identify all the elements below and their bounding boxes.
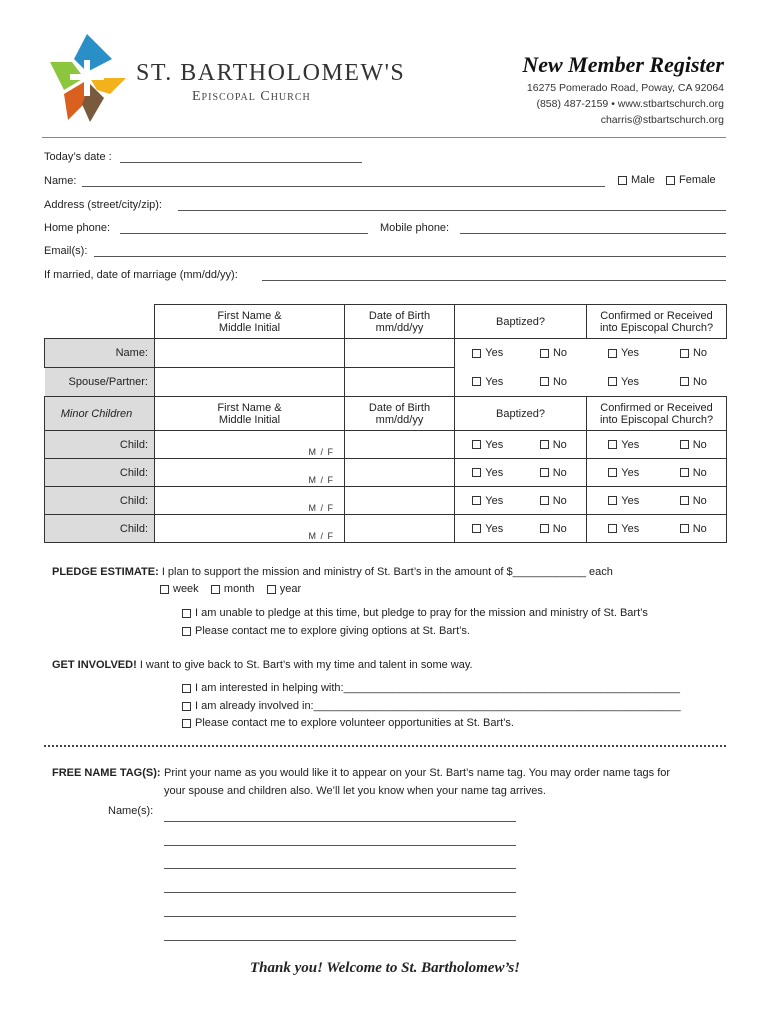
baptized-no[interactable]: No	[521, 487, 587, 515]
row-label-child: Child:	[45, 459, 155, 487]
form-title: New Member Register	[522, 52, 724, 77]
names-label: Name(s):	[108, 805, 154, 817]
male-checkbox[interactable]	[618, 176, 627, 185]
volunteer-contact-option[interactable]: Please contact me to explore volunteer opportunities at St. Bart’s.	[182, 717, 514, 729]
gender-mf[interactable]: M / F	[308, 447, 334, 457]
confirmed-yes[interactable]: Yes	[587, 339, 661, 368]
interested-helping-option[interactable]: I am interested in helping with:_______________________________________________________	[182, 682, 680, 694]
female-checkbox[interactable]	[666, 176, 675, 185]
table-row	[45, 487, 727, 515]
church-subtitle: Episcopal Church	[192, 89, 311, 104]
confirmed-no[interactable]: No	[661, 487, 727, 515]
mobile-phone-label: Mobile phone:	[380, 222, 450, 234]
child-dob-cell[interactable]	[345, 487, 455, 515]
church-name: ST. BARTHOLOMEW'S	[136, 60, 406, 86]
baptized-no[interactable]: No	[521, 459, 587, 487]
child-first-name-cell[interactable]	[155, 431, 345, 459]
church-address: 16275 Pomerado Road, Poway, CA 92064	[526, 82, 724, 94]
row-label-minor-children: Minor Children	[45, 397, 155, 431]
already-involved-option[interactable]: I am already involved in:____________________________________________________________	[182, 700, 681, 712]
email-label: Email(s):	[44, 245, 88, 257]
spouse-dob-cell[interactable]	[345, 368, 455, 397]
nametag-line[interactable]	[164, 916, 516, 917]
confirmed-no[interactable]: No	[661, 459, 727, 487]
confirmed-yes[interactable]: Yes	[587, 515, 661, 543]
table-header-row	[45, 305, 727, 339]
male-label: Male	[631, 174, 655, 186]
child-dob-header: Date of Birth mm/dd/yy	[345, 397, 455, 431]
baptized-yes[interactable]: Yes	[455, 431, 521, 459]
confirmed-no[interactable]: No	[661, 431, 727, 459]
child-dob-cell[interactable]	[345, 515, 455, 543]
todays-date-label: Today’s date :	[44, 151, 112, 163]
pledge-frequency	[160, 583, 301, 595]
confirmed-no[interactable]: No	[661, 339, 727, 368]
section-divider	[44, 745, 726, 747]
confirmed-no[interactable]: No	[661, 515, 727, 543]
confirmed-yes[interactable]: Yes	[587, 368, 661, 397]
nametag-label: FREE NAME TAG(S):	[52, 767, 161, 779]
cross-logo-icon	[42, 32, 132, 124]
address-label: Address (street/city/zip):	[44, 199, 162, 211]
child-confirmed-header: Confirmed or Received into Episcopal Church?	[587, 397, 727, 431]
pledge-section	[52, 566, 613, 578]
pledge-pray-option[interactable]: I am unable to pledge at this time, but pledge to pray for the mission and ministry of St. Bart’s	[182, 607, 648, 619]
involved-label: GET INVOLVED!	[52, 659, 137, 671]
involved-section	[52, 659, 473, 671]
confirmed-yes[interactable]: Yes	[587, 431, 661, 459]
child-baptized-header: Baptized?	[455, 397, 587, 431]
baptized-header: Baptized?	[455, 305, 587, 339]
child-first-name-header: First Name & Middle Initial	[155, 397, 345, 431]
baptized-yes[interactable]: Yes	[455, 368, 521, 397]
year-option[interactable]: year	[267, 583, 301, 595]
table-row	[45, 339, 727, 368]
member-first-name-cell[interactable]	[155, 339, 345, 368]
nametag-text-1: Print your name as you would like it to appear on your St. Bart’s name tag. You may order name tags for	[164, 767, 671, 779]
child-dob-cell[interactable]	[345, 459, 455, 487]
gender-mf[interactable]: M / F	[308, 531, 334, 541]
month-option[interactable]: month	[211, 583, 255, 595]
family-table	[44, 304, 727, 543]
child-dob-cell[interactable]	[345, 431, 455, 459]
row-label-child: Child:	[45, 431, 155, 459]
involved-text: I want to give back to St. Bart’s with my time and talent in some way.	[139, 659, 473, 671]
first-name-header: First Name & Middle Initial	[155, 305, 345, 339]
nametag-line[interactable]	[164, 821, 516, 822]
baptized-yes[interactable]: Yes	[455, 515, 521, 543]
confirmed-no[interactable]: No	[661, 368, 727, 397]
gender-mf[interactable]: M / F	[308, 475, 334, 485]
church-phone-web: (858) 487-2159 • www.stbartschurch.org	[536, 98, 724, 110]
header-divider	[42, 137, 726, 138]
table-row	[45, 459, 727, 487]
thank-you-message: Thank you! Welcome to St. Bartholomew’s!	[249, 960, 521, 976]
email-field[interactable]	[94, 256, 726, 257]
row-label-spouse: Spouse/Partner:	[45, 368, 155, 397]
spouse-first-name-cell[interactable]	[155, 368, 345, 397]
mobile-phone-field[interactable]	[460, 233, 726, 234]
child-first-name-cell[interactable]	[155, 487, 345, 515]
confirmed-header: Confirmed or Received into Episcopal Church?	[587, 305, 727, 339]
pledge-contact-option[interactable]: Please contact me to explore giving options at St. Bart’s.	[182, 625, 470, 637]
confirmed-yes[interactable]: Yes	[587, 487, 661, 515]
nametag-line[interactable]	[164, 868, 516, 869]
todays-date-field[interactable]	[120, 162, 362, 163]
home-phone-field[interactable]	[120, 233, 368, 234]
member-dob-cell[interactable]	[345, 339, 455, 368]
marriage-date-label: If married, date of marriage (mm/dd/yy):	[44, 269, 238, 281]
marriage-date-field[interactable]	[262, 280, 726, 281]
table-row	[45, 368, 727, 397]
baptized-yes[interactable]: Yes	[455, 459, 521, 487]
female-option[interactable]	[666, 174, 716, 186]
nametag-label-wrap	[52, 767, 161, 779]
nametag-text-2: your spouse and children also. We’ll let you know when your name tag arrives.	[164, 785, 546, 797]
baptized-no[interactable]: No	[521, 339, 587, 368]
nametag-line[interactable]	[164, 940, 516, 941]
row-label-child: Child:	[45, 487, 155, 515]
child-first-name-cell[interactable]	[155, 459, 345, 487]
female-label: Female	[679, 174, 716, 186]
pledge-text: I plan to support the mission and ministry of St. Bart’s in the amount of $____________ each	[161, 566, 613, 578]
male-option[interactable]	[618, 174, 655, 186]
child-first-name-cell[interactable]	[155, 515, 345, 543]
table-row	[45, 431, 727, 459]
baptized-no[interactable]: No	[521, 431, 587, 459]
row-label-name: Name:	[45, 339, 155, 368]
baptized-yes[interactable]: Yes	[455, 487, 521, 515]
home-phone-label: Home phone:	[44, 222, 111, 234]
nametag-line[interactable]	[164, 845, 516, 846]
row-label-child: Child:	[45, 515, 155, 543]
pledge-label: PLEDGE ESTIMATE:	[52, 566, 159, 578]
dob-header: Date of Birth mm/dd/yy	[345, 305, 455, 339]
name-label: Name:	[44, 175, 77, 187]
children-header-row	[45, 397, 727, 431]
baptized-yes[interactable]: Yes	[455, 339, 521, 368]
gender-mf[interactable]: M / F	[308, 503, 334, 513]
church-email: charris@stbartschurch.org	[600, 114, 724, 126]
nametag-line[interactable]	[164, 892, 516, 893]
baptized-no[interactable]: No	[521, 368, 587, 397]
baptized-no[interactable]: No	[521, 515, 587, 543]
confirmed-yes[interactable]: Yes	[587, 459, 661, 487]
name-field[interactable]	[82, 186, 605, 187]
address-field[interactable]	[178, 210, 726, 211]
table-row	[45, 515, 727, 543]
week-option[interactable]: week	[160, 583, 199, 595]
